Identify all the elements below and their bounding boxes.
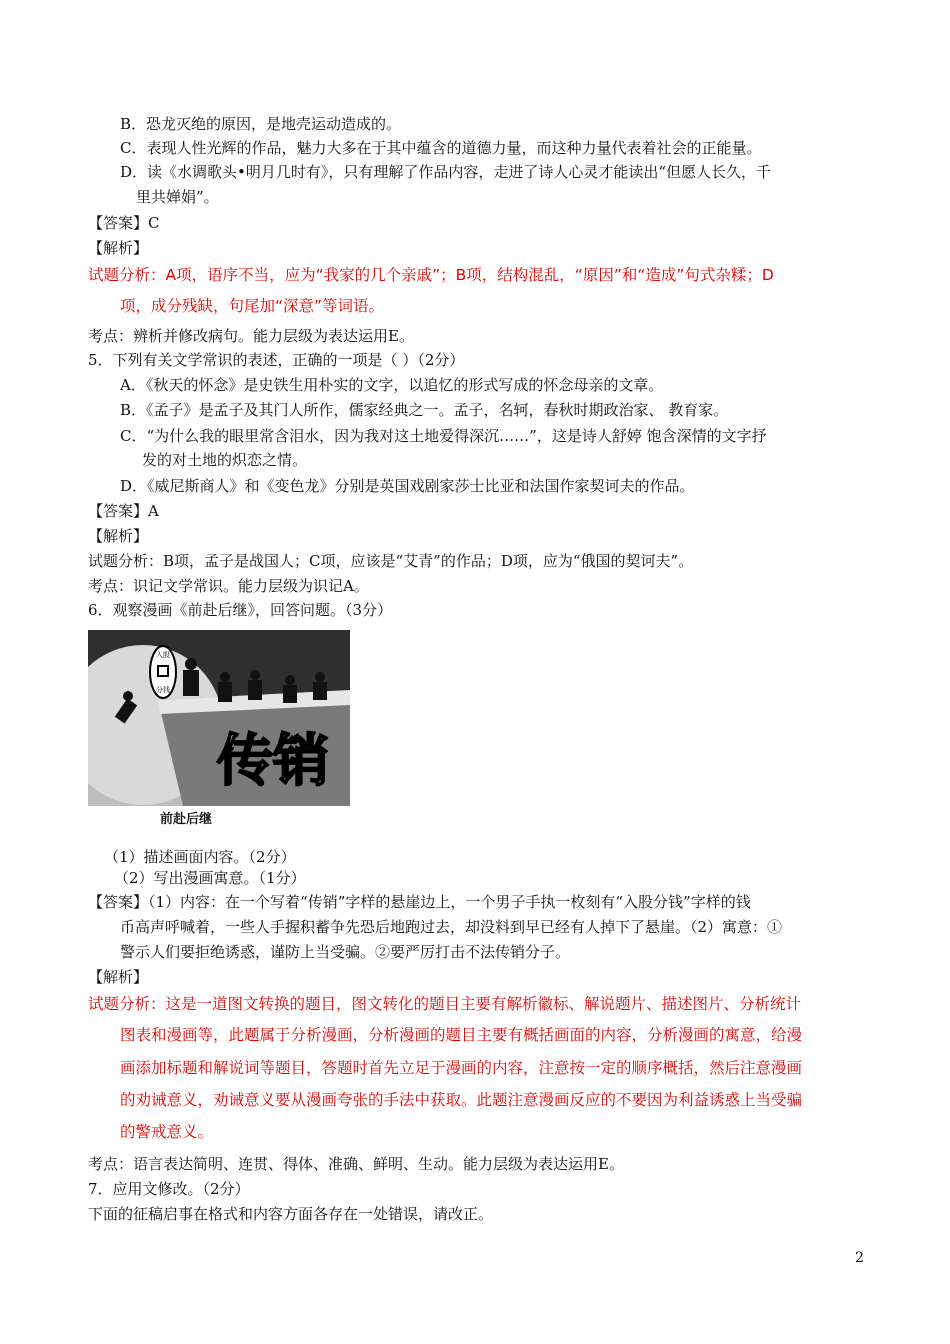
q4-analysis-heading: 【解析】 <box>88 239 149 257</box>
q5-option-c: C．“为什么我的眼里常含泪水，因为我对这土地爱得深沉……”，这是诗人舒婷 饱含深情的文字抒 <box>120 427 767 445</box>
q4-option-d: D．读《水调歌头•明月几时有》，只有理解了作品内容，走进了诗人心灵才能读出“但愿人长久，千 <box>120 163 772 181</box>
cartoon-caption: 前赴后继 <box>160 812 213 827</box>
q7-question: 7．应用文修改。（2分） <box>88 1180 250 1198</box>
q6-analysis-line-5: 的警戒意义。 <box>120 1123 214 1141</box>
q4-analysis-line-1: 试题分析：A项，语序不当，应为“我家的几个亲戚”；B项，结构混乱，“原因”和“造成”句式杂糅；D <box>88 266 774 284</box>
q4-option-c: C．表现人性光辉的作品，魅力大多在于其中蕴含的道德力量，而这种力量代表着社会的正能量。 <box>120 139 762 157</box>
q6-analysis-heading: 【解析】 <box>88 968 149 986</box>
coin-text-top: 入股 <box>156 651 170 659</box>
q5-analysis-heading: 【解析】 <box>88 527 149 545</box>
cartoon-image <box>88 630 350 806</box>
q6-part-1: （1）描述画面内容。（2分） <box>104 848 296 866</box>
q4-option-b: B．恐龙灭绝的原因，是地壳运动造成的。 <box>120 115 402 133</box>
q5-option-c-cont: 发的对土地的炽恋之情。 <box>142 451 308 469</box>
page-number: 2 <box>855 1250 864 1266</box>
q6-analysis-line-4: 的劝诫意义，劝诫意义要从漫画夸张的手法中获取。此题注意漫画反应的不要因为利益诱惑上当受骗 <box>120 1091 803 1109</box>
q5-question: 5．下列有关文学常识的表述，正确的一项是（ ）（2分） <box>88 351 465 369</box>
q5-option-d: D．《威尼斯商人》和《变色龙》分别是英国戏剧家莎士比亚和法国作家契诃夫的作品。 <box>120 477 695 495</box>
q4-answer: 【答案】C <box>88 214 160 232</box>
q6-part-2: （2）写出漫画寓意。（1分） <box>114 869 306 887</box>
q5-answer: 【答案】A <box>88 502 159 520</box>
coin-text-bottom: 分钱 <box>156 686 170 694</box>
q6-analysis-line-2: 图表和漫画等，此题属于分析漫画，分析漫画的题目主要有概括画面的内容，分析漫画的寓意，给漫 <box>120 1026 803 1044</box>
q6-analysis-line-3: 画添加标题和解说词等题目，答题时首先立足于漫画的内容，注意按一定的顺序概括，然后注意漫画 <box>120 1059 803 1077</box>
q6-analysis-line-1: 试题分析：这是一道图文转换的题目，图文转化的题目主要有解析徽标、解说题片、描述图片、分析统计 <box>88 995 802 1013</box>
q6-answer-line-3: 警示人们要拒绝诱惑，谨防上当受骗。②要严厉打击不法传销分子。 <box>120 943 571 961</box>
q5-key-point: 考点：识记文学常识。能力层级为识记A。 <box>88 577 369 595</box>
q4-option-d-cont: 里共婵娟”。 <box>136 188 219 206</box>
q4-analysis-line-2: 项，成分残缺，句尾加“深意”等词语。 <box>120 297 385 315</box>
cliff-text: 传销 <box>217 729 329 794</box>
q6-key-point: 考点：语言表达简明、连贯、得体、准确、鲜明、生动。能力层级为表达运用E。 <box>88 1155 624 1173</box>
q4-key-point: 考点：辨析并修改病句。能力层级为表达运用E。 <box>88 327 414 345</box>
q5-analysis: 试题分析：B项，孟子是战国人；C项，应该是“艾青”的作品；D项，应为“俄国的契诃夫”。 <box>88 552 694 570</box>
q6-question: 6．观察漫画《前赴后继》，回答问题。（3分） <box>88 601 393 619</box>
q5-option-b: B．《孟子》是孟子及其门人所作，儒家经典之一。孟子，名轲，春秋时期政治家、 教育家。 <box>120 401 729 419</box>
q6-answer-line-2: 币高声呼喊着，一些人手握积蓄争先恐后地跑过去，却没料到早已经有人掉下了悬崖。（2）寓意：① <box>120 918 783 936</box>
q6-answer-line-1: 【答案】（1）内容：在一个写着“传销”字样的悬崖边上，一个男子手执一枚刻有“入股分钱”字样的钱 <box>88 893 751 911</box>
q7-description: 下面的征稿启事在格式和内容方面各存在一处错误，请改正。 <box>88 1205 494 1223</box>
q5-option-a: A．《秋天的怀念》是史铁生用朴实的文字，以追忆的形式写成的怀念母亲的文章。 <box>120 376 664 394</box>
